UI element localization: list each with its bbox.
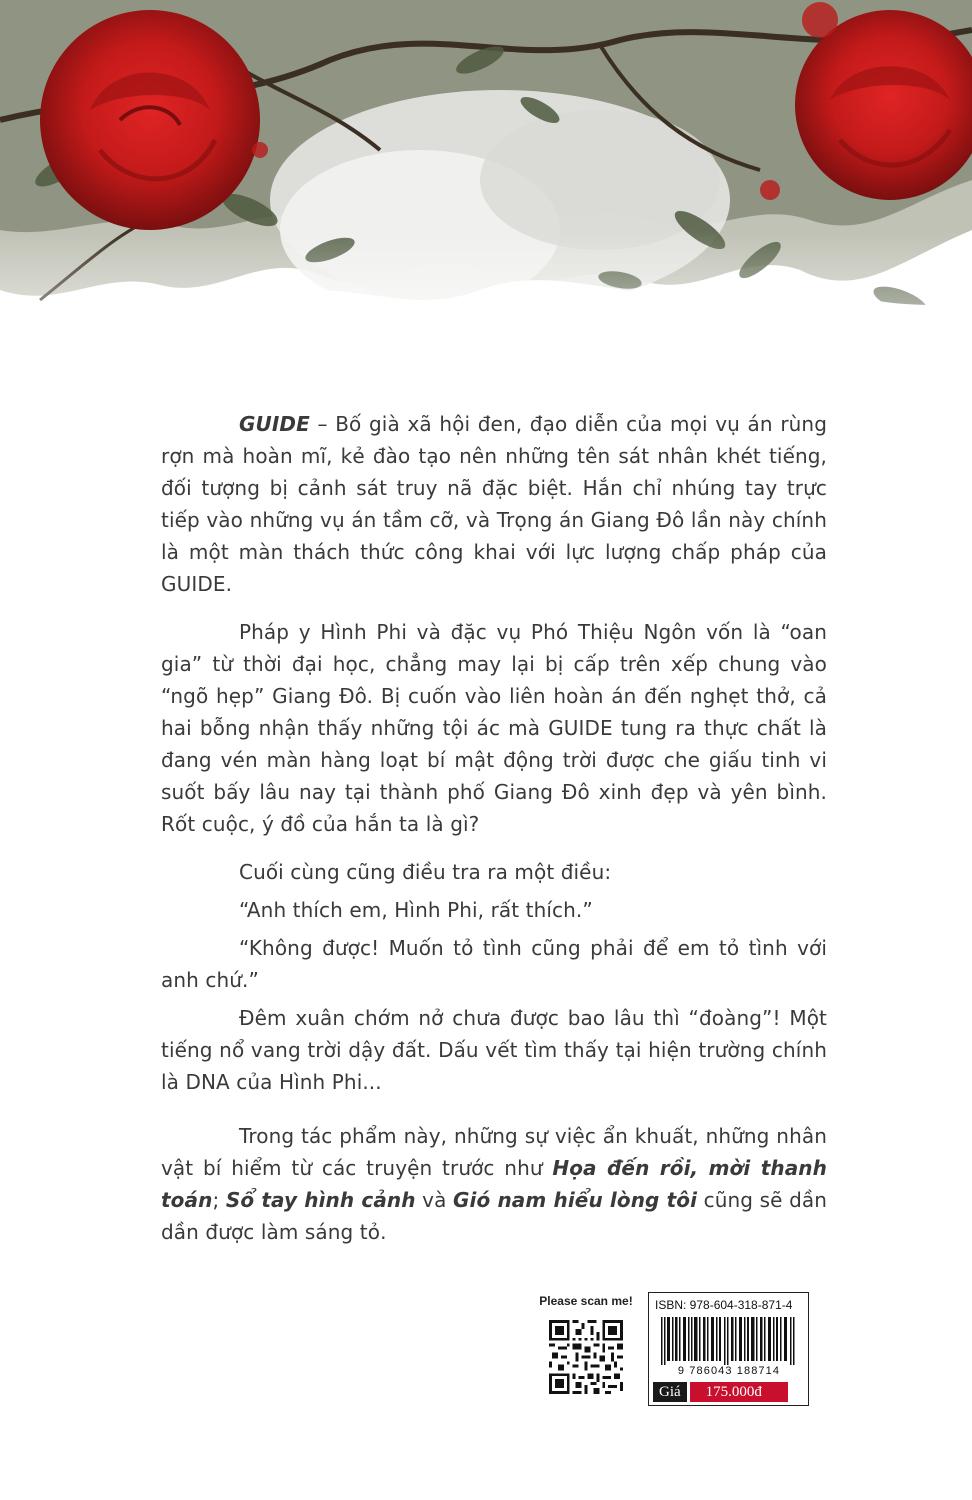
- paragraph-text: – Bố già xã hội đen, đạo diễn của mọi vụ án rùng rợn mà hoàn mĩ, kẻ đào tạo nên những tên sát nhân khét tiếng, đối tượng bị cảnh sát truy nã đặc biệt. Hắn chỉ nhúng tay trực tiếp vào những vụ án tầm cỡ, và Trọng án Giang Đô lần này chính là một màn thách thức công khai với lực lượng chấp pháp của GUIDE.: [161, 412, 827, 596]
- price-value: 175.000đ: [690, 1382, 788, 1402]
- book-description: [161, 408, 827, 1264]
- price-tag: [653, 1382, 788, 1402]
- isbn-price-box: [648, 1292, 809, 1406]
- book-title-1: Họa đến rồi, mời thanh toán: [161, 1156, 827, 1212]
- left-rose: [40, 10, 260, 230]
- description-paragraph: [161, 1120, 827, 1248]
- guide-name: GUIDE: [239, 412, 310, 436]
- barcode-digits: 9 786043 188714: [677, 1365, 781, 1377]
- description-paragraph: [161, 408, 827, 600]
- description-paragraph: Pháp y Hình Phi và đặc vụ Phó Thiệu Ngôn vốn là “oan gia” từ thời đại học, chẳng may lại bị cấp trên xếp chung vào “ngõ hẹp” Giang Đô. Bị cuốn vào liên hoàn án đến nghẹt thở, cả hai bỗng nhận thấy những tội ác mà GUIDE tung ra thực chất là đang vén màn hàng loạt bí mật động trời được che giấu tinh vi suốt bấy lâu nay tại thành phố Giang Đô xinh đẹp và yên bình. Rốt cuộc, ý đồ của hắn ta là gì?: [161, 620, 827, 836]
- barcode-icon: [657, 1317, 801, 1365]
- scan-section: [536, 1294, 636, 1394]
- isbn-number: ISBN: 978-604-318-871-4: [655, 1298, 793, 1312]
- paragraph-text: và: [415, 1188, 453, 1212]
- book-title-3: Gió nam hiểu lòng tôi: [453, 1188, 698, 1212]
- paragraph-text: ;: [212, 1188, 226, 1212]
- paragraph-text: cũng sẽ dần dần được làm sáng tỏ.: [161, 1188, 828, 1244]
- description-paragraph: Cuối cùng cũng điều tra ra một điều:: [239, 860, 612, 884]
- description-paragraph: Đêm xuân chớm nở chưa được bao lâu thì “đoàng”! Một tiếng nổ vang trời dậy đất. Dấu vết tìm thấy tại hiện trường chính là DNA của Hình Phi...: [161, 1006, 827, 1094]
- book-title-2: Sổ tay hình cảnh: [225, 1188, 416, 1212]
- scan-label: Please scan me!: [539, 1294, 633, 1308]
- price-label: Giá: [653, 1382, 687, 1402]
- cover-illustration: [0, 0, 972, 400]
- paragraph-text: Trong tác phẩm này, những sự việc ẩn khuất, những nhân vật bí hiểm từ các truyện trước như: [161, 1124, 827, 1180]
- qr-code-icon[interactable]: [549, 1320, 623, 1394]
- dialogue-line: “Không được! Muốn tỏ tình cũng phải để em tỏ tình với anh chứ.”: [161, 936, 827, 992]
- dialogue-line: “Anh thích em, Hình Phi, rất thích.”: [239, 898, 593, 922]
